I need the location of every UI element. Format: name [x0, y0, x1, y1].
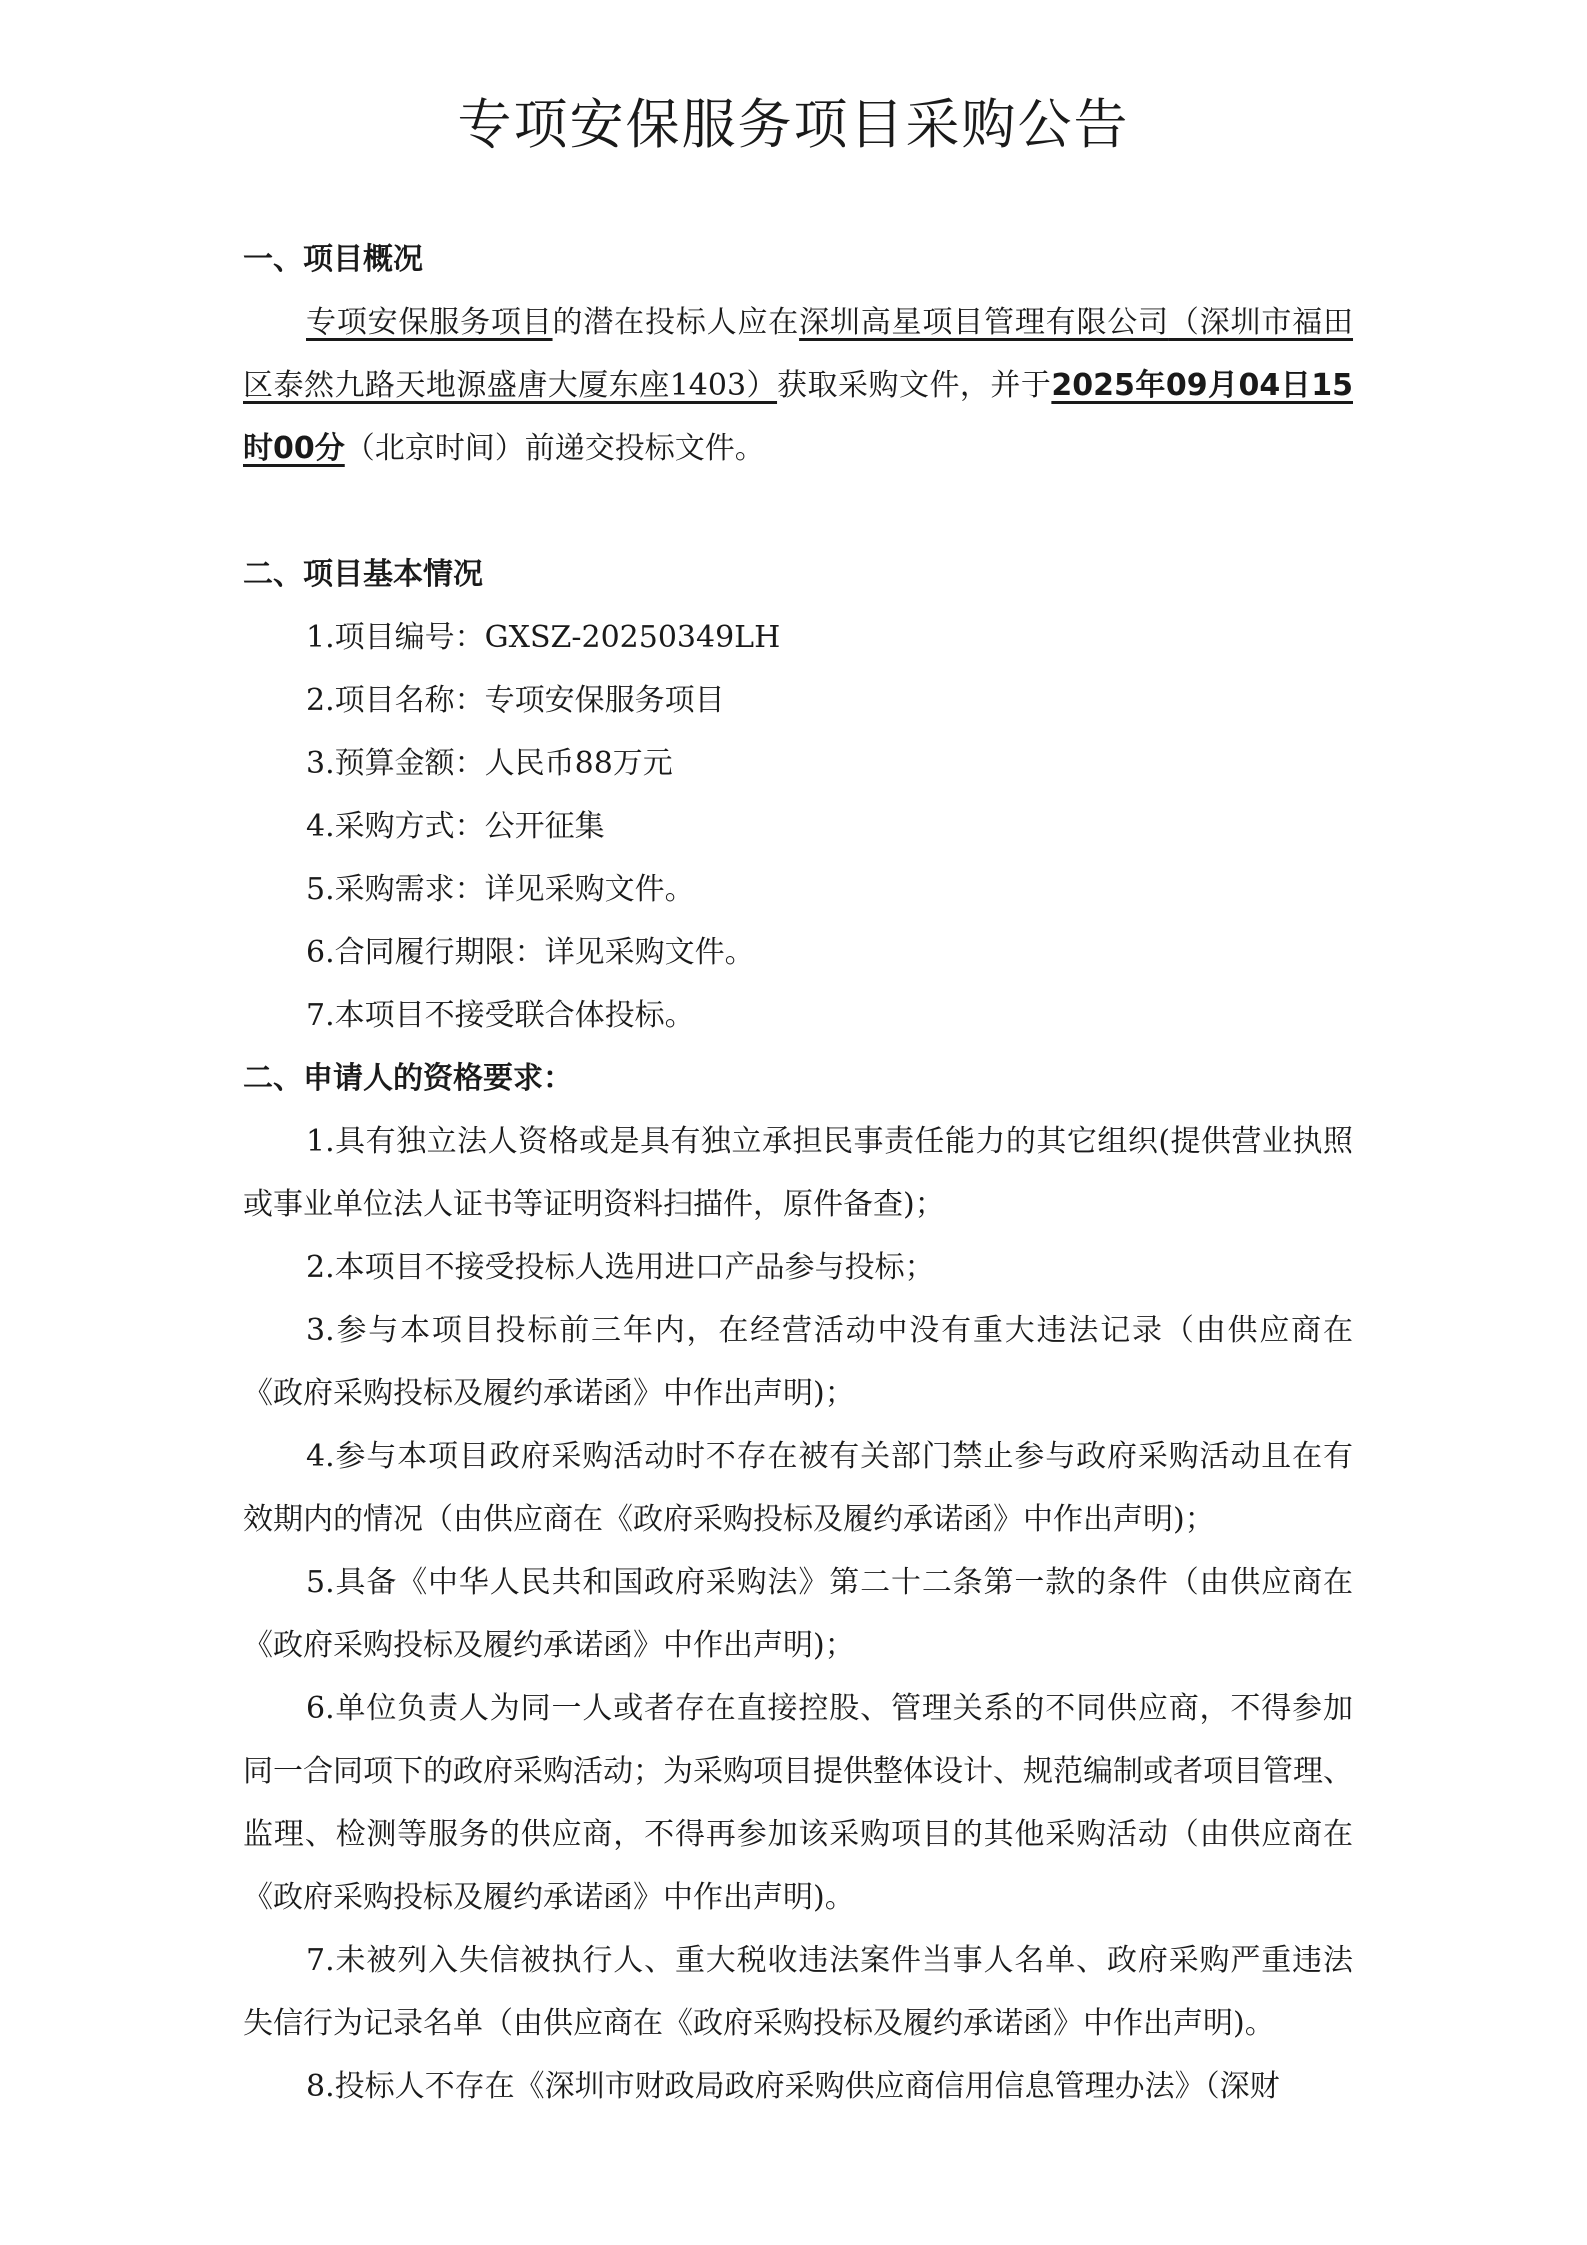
basic-info-item: 1.项目编号：GXSZ-20250349LH	[306, 620, 781, 655]
qualification-item: 7.未被列入失信被执行人、重大税收违法案件当事人名单、政府采购严重违法失信行为记录名单（由供应商在《政府采购投标及履约承诺函》中作出声明)。	[243, 1943, 1353, 2041]
basic-info-item: 4.采购方式：公开征集	[306, 809, 605, 844]
section-heading-basic-info: 二、项目基本情况	[243, 557, 483, 592]
agency-address: （深圳市福田区泰然九路天地源盛唐大厦东座1403）	[243, 305, 1354, 403]
bid-deadline: 2025年09月04日15时00分	[243, 368, 1353, 466]
basic-info-item: 7.本项目不接受联合体投标。	[306, 998, 695, 1033]
qualification-item: 3.参与本项目投标前三年内，在经营活动中没有重大违法记录（由供应商在《政府采购投标及履约承诺函》中作出声明)；	[243, 1313, 1353, 1411]
basic-info-item: 5.采购需求：详见采购文件。	[306, 872, 695, 907]
basic-info-item: 2.项目名称：专项安保服务项目	[306, 683, 725, 718]
basic-info-item: 6.合同履行期限：详见采购文件。	[306, 935, 755, 970]
basic-info-item: 3.预算金额：人民币88万元	[306, 746, 673, 781]
document-body	[243, 228, 1353, 2118]
spacer	[243, 480, 1353, 543]
qualification-item: 8.投标人不存在《深圳市财政局政府采购供应商信用信息管理办法》（深财	[306, 2069, 1280, 2104]
agency-name: 深圳高星项目管理有限公司	[799, 305, 1169, 340]
section-heading-overview: 一、项目概况	[243, 242, 423, 277]
qualification-item: 4.参与本项目政府采购活动时不存在被有关部门禁止参与政府采购活动且在有效期内的情况（由供应商在《政府采购投标及履约承诺函》中作出声明)；	[243, 1439, 1353, 1537]
qualification-item: 2.本项目不接受投标人选用进口产品参与投标；	[306, 1250, 935, 1285]
qualification-item: 5.具备《中华人民共和国政府采购法》第二十二条第一款的条件（由供应商在《政府采购投标及履约承诺函》中作出声明)；	[243, 1565, 1353, 1663]
section-heading-qualifications: 二、申请人的资格要求：	[243, 1061, 573, 1096]
qualification-item: 1.具有独立法人资格或是具有独立承担民事责任能力的其它组织(提供营业执照或事业单位法人证书等证明资料扫描件，原件备查)；	[243, 1124, 1353, 1222]
overview-paragraph: 专项安保服务项目的潜在投标人应在深圳高星项目管理有限公司（深圳市福田区泰然九路天地源盛唐大厦东座1403）获取采购文件，并于2025年09月04日15时00分（北京时间）前递交投标文件。	[243, 305, 1354, 466]
qualification-item: 6.单位负责人为同一人或者存在直接控股、管理关系的不同供应商，不得参加同一合同项下的政府采购活动；为采购项目提供整体设计、规范编制或者项目管理、监理、检测等服务的供应商，不得再参加该采购项目的其他采购活动（由供应商在《政府采购投标及履约承诺函》中作出声明)。	[243, 1691, 1353, 1915]
page-title: 专项安保服务项目采购公告	[457, 93, 1130, 156]
project-name: 专项安保服务项目	[306, 305, 553, 340]
